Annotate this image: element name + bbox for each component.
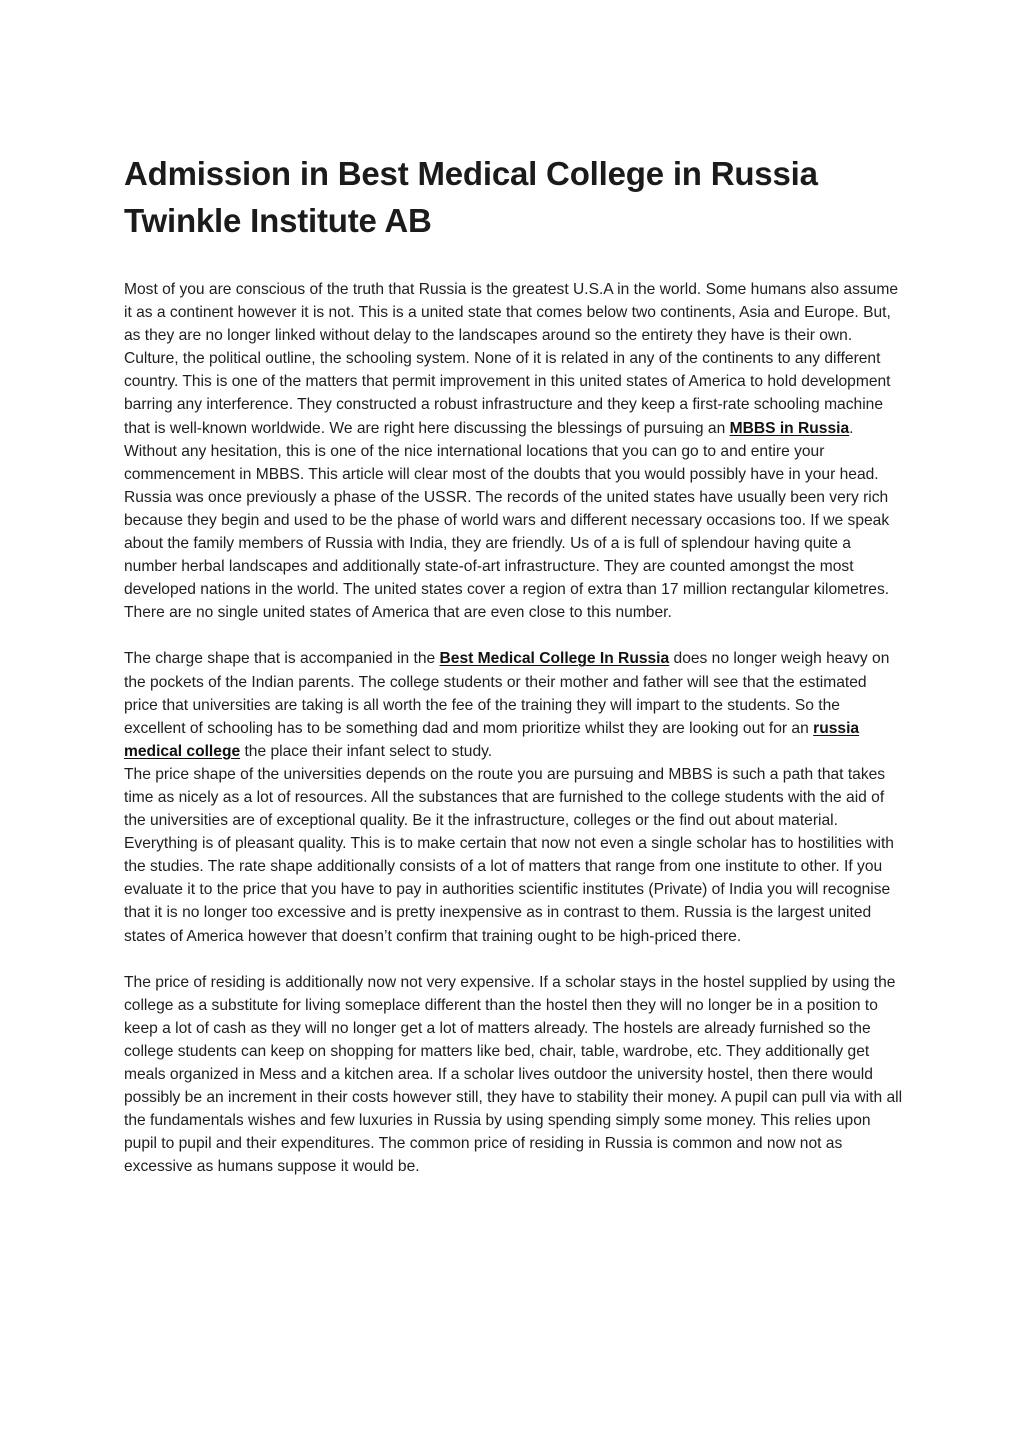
document-page (124, 150, 904, 1178)
paragraph-text: The price shape of the universities depends on the route you are pursuing and MBBS is such a path that takes time as nicely as a lot of resources. All the substances that are furnished to the college students with the aid of the universities are of exceptional quality. Be it the infrastructure, colleges or the find out about material. Everything is of pleasant quality. This is to make certain that now not even a single scholar has to hostilities with the studies. The rate shape additionally consists of a lot of matters that range from one institute to other. If you evaluate it to the price that you have to pay in authorities scientific institutes (Private) of India you will recognise that it is no longer too excessive and is pretty inexpensive as in contrast to them. Russia is the largest united states of America however that doesn’t confirm that training ought to be high-priced there. (124, 765, 894, 945)
inline-link[interactable]: Best Medical College In Russia (439, 650, 670, 668)
paragraph-text: . Without any hesitation, this is one of the nice international locations that you can go to and entire your commencement in MBBS. This article will clear most of the doubts that you would possibly have in your head. (124, 419, 879, 483)
paragraph (124, 486, 904, 625)
paragraph-text: The price of residing is additionally now not very expensive. If a scholar stays in the hostel supplied by using the college as a substitute for living someplace different than the hostel then they will no longer be in a position to keep a lot of cash as they will no longer get a lot of matters already. The hostels are already furnished so the college students can keep on shopping for matters like bed, chair, table, wardrobe, etc. They additionally get meals organized in Mess and a kitchen area. If a scholar lives outdoor the university hostel, then there would possibly be an increment in their costs however still, they have to stability their money. A pupil can pull via with all the fundamentals wishes and few luxuries in Russia by using spending simply some money. This relies upon pupil to pupil and their expenditures. The common price of residing in Russia is common and now not as excessive as humans suppose it would be. (124, 973, 903, 1176)
paragraph-text: Most of you are conscious of the truth that Russia is the greatest U.S.A in the world. Some humans also assume it as a continent however it is not. This is a united state that comes below two continents, Asia and Europe. But, as they are no longer linked without delay to the landscapes around so the entirety they have is their own. Culture, the political outline, the schooling system. None of it is related in any of the continents to any different country. This is one of the matters that permit improvement in this united states of America to hold development barring any interference. They constructed a robust infrastructure and they keep a first-rate schooling machine that is well-known worldwide. We are right here discussing the blessings of pursuing an (124, 281, 899, 437)
paragraph (124, 647, 904, 762)
inline-link[interactable]: MBBS in Russia (729, 419, 850, 437)
paragraph (124, 763, 904, 948)
paragraph (124, 971, 904, 1179)
inline-link[interactable]: russia medical college (124, 719, 860, 760)
paragraph-text: Russia was once previously a phase of the USSR. The records of the united states have usually been very rich because they begin and used to be the phase of world wars and different necessary occasions too. If we speak about the family members of Russia with India, they are friendly. Us of a is full of splendour having quite a number herbal landscapes and additionally state-of-art infrastructure. They are counted amongst the most developed nations in the world. The united states cover a region of extra than 17 million rectangular kilometres. There are no single united states of America that are even close to this number. (124, 488, 890, 622)
document-title: Admission in Best Medical College in Russia Twinkle Institute AB (124, 155, 818, 239)
document-body (124, 278, 904, 1178)
paragraph-text: does no longer weigh heavy on the pockets of the Indian parents. The college students or their mother and father will see that the estimated price that universities are taking is all worth the fee of the training they will impart to the students. So the excellent of schooling has to be something dad and mom prioritize whilst they are looking out for an (124, 650, 890, 737)
paragraph-spacer (124, 948, 904, 971)
paragraph-spacer (124, 624, 904, 647)
paragraph-text: The charge shape that is accompanied in the (124, 650, 440, 668)
paragraph (124, 278, 904, 486)
paragraph-text: the place their infant select to study. (240, 742, 493, 760)
